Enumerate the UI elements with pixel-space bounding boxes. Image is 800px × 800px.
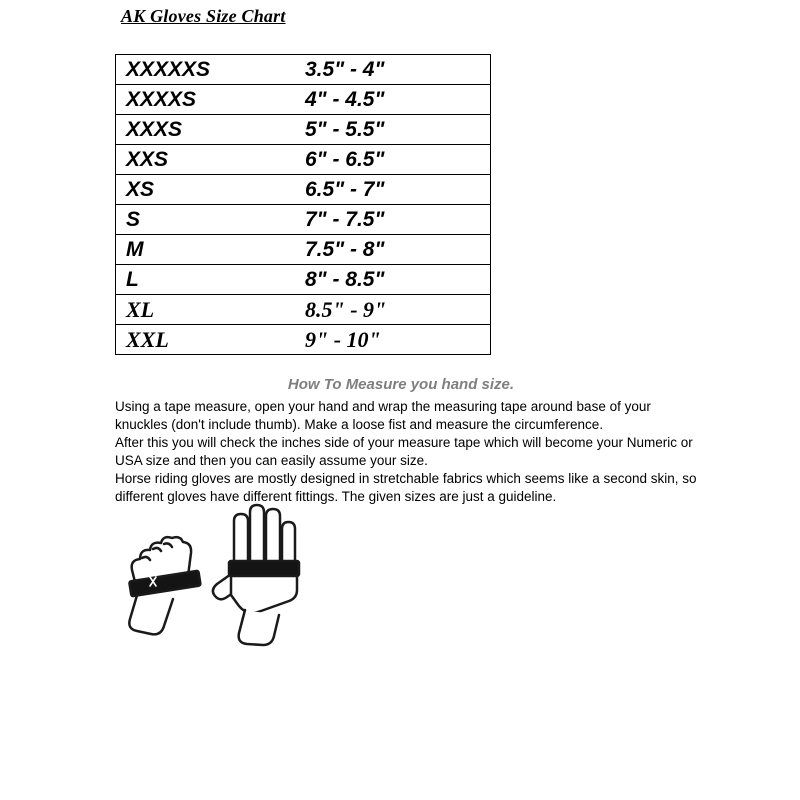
- range-cell: 5" - 5.5": [303, 115, 491, 145]
- size-cell: XL: [116, 295, 304, 325]
- size-cell: XXS: [116, 145, 304, 175]
- range-cell: 8" - 8.5": [303, 265, 491, 295]
- range-cell: 7" - 7.5": [303, 205, 491, 235]
- instruction-paragraph: Using a tape measure, open your hand and wrap the measuring tape around base of your knuckles (don't include thumb). Make a loose fist and measure the circumference.: [115, 399, 651, 432]
- instruction-paragraph: After this you will check the inches side of your measure tape which will become your Numeric or USA size and then you can easily assume your size.: [115, 435, 693, 468]
- table-row: [116, 175, 491, 205]
- table-row: [116, 235, 491, 265]
- table-row: [116, 295, 491, 325]
- gloved-hands-drawing: [108, 500, 323, 655]
- table-row: [116, 85, 491, 115]
- table-row: [116, 115, 491, 145]
- range-cell: 3.5" - 4": [303, 55, 491, 85]
- table-row: [116, 265, 491, 295]
- range-cell: 7.5" - 8": [303, 235, 491, 265]
- table-row: [116, 325, 491, 355]
- table-row: [116, 205, 491, 235]
- hand-measurement-illustration: [108, 500, 323, 655]
- instruction-paragraph: Horse riding gloves are mostly designed in stretchable fabrics which seems like a second skin, so different gloves have different fittings. The given sizes are just a guideline.: [115, 471, 697, 504]
- range-cell: 4" - 4.5": [303, 85, 491, 115]
- size-cell: XXXS: [116, 115, 304, 145]
- range-cell: 9" - 10": [303, 325, 491, 355]
- size-cell: L: [116, 265, 304, 295]
- measure-instructions: [115, 398, 703, 506]
- range-cell: 8.5" - 9": [303, 295, 491, 325]
- range-cell: 6.5" - 7": [303, 175, 491, 205]
- table-row: [116, 55, 491, 85]
- size-cell: M: [116, 235, 304, 265]
- table-row: [116, 145, 491, 175]
- measure-heading: How To Measure you hand size.: [287, 376, 515, 393]
- size-chart-table: [115, 54, 491, 355]
- size-cell: XS: [116, 175, 304, 205]
- size-cell: XXXXXS: [116, 55, 304, 85]
- range-cell: 6" - 6.5": [303, 145, 491, 175]
- size-cell: XXXXS: [116, 85, 304, 115]
- size-cell: S: [116, 205, 304, 235]
- page-title: AK Gloves Size Chart: [121, 6, 286, 26]
- size-cell: XXL: [116, 325, 304, 355]
